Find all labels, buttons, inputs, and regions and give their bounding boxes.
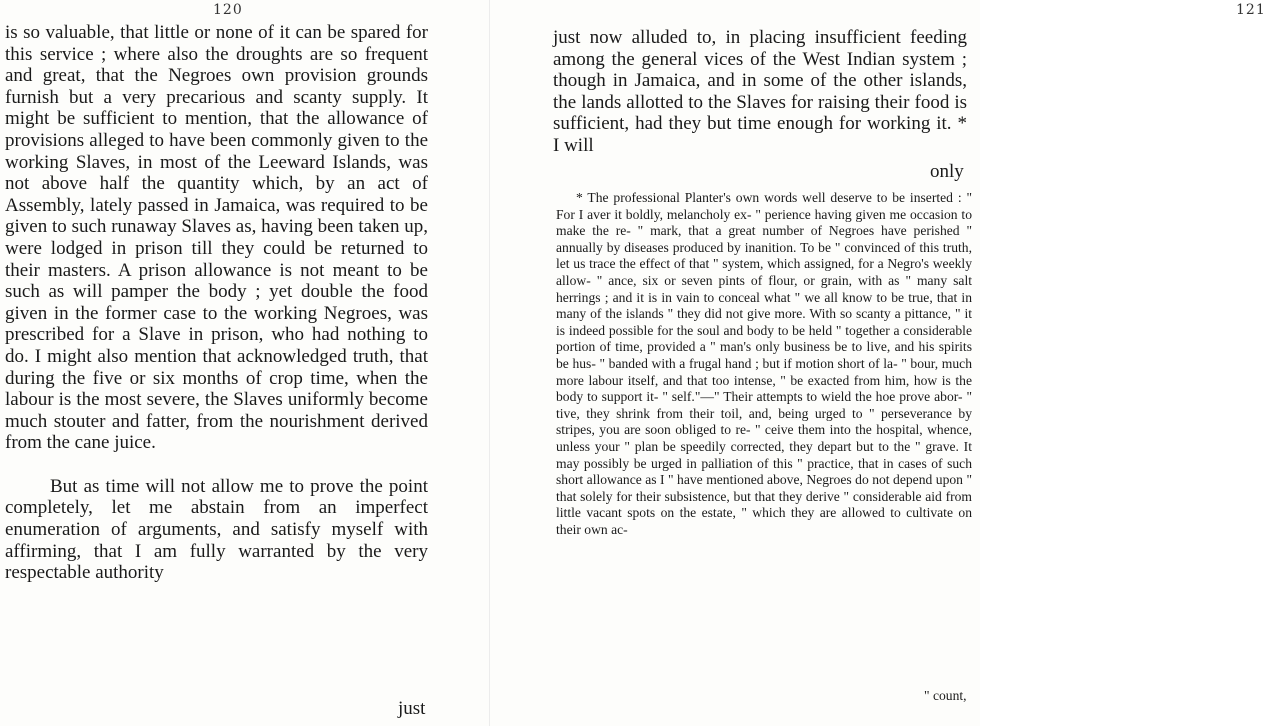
page-number-left: 120 bbox=[213, 2, 243, 18]
left-page-body bbox=[5, 22, 428, 584]
left-paragraph-2: But as time will not allow me to prove the point completely, let me abstain from an imperfect enumeration of arguments, and satisfy myself with affirming, that I am fully warranted by the very respectable authority bbox=[5, 475, 428, 584]
catchword-left: just bbox=[398, 698, 426, 719]
footnote bbox=[556, 190, 972, 538]
left-paragraph-1: is so valuable, that little or none of it can be spared for this service ; where also the droughts are so frequent and great, that the Negroes own provision grounds furnish but a very precarious and scanty supply. It might be sufficient to mention, that the allowance of provisions alleged to have been commonly given to the working Slaves, in most of the Leeward Islands, was not above half the quantity which, by an act of Assembly, lately passed in Jamaica, was required to be given to such runaway Slaves as, having been taken up, were lodged in prison till they could be returned to their masters. A prison allowance is not meant to be such as will pamper the body ; yet double the food given in the former case to the working Negroes, was prescribed for a Slave in prison, who had nothing to do. I might also mention that acknowledged truth, that during the five or six months of crop time, when the labour is the most severe, the Slaves uniformly become much stouter and fatter, from the nourishment derived from the cane juice. bbox=[5, 22, 428, 454]
right-paragraph: just now alluded to, in placing insufficient feeding among the general vices of the West Indian system ; though in Jamaica, and in some of the other islands, the lands allotted to the Slaves for raising their food is sufficient, had they but time enough for working it. * I will bbox=[553, 27, 967, 156]
footnote-catchword: " count, bbox=[924, 688, 967, 703]
page-number-right: 121 bbox=[1236, 2, 1266, 18]
left-page bbox=[0, 0, 490, 726]
catchword-right: only bbox=[930, 161, 964, 182]
right-page-body bbox=[553, 27, 967, 157]
footnote-text: * The professional Planter's own words well deserve to be inserted : " For I aver it boldly, melancholy ex- " perience having given me occasion to make the re- " mark, that a great number of Negroes have perished " annually by diseases produced by inanition. To be " convinced of this truth, let us trace the effect of that " system, which assigned, for a Negro's weekly allow- " ance, six or seven pints of flour, or grain, with as " many salt herrings ; and it is in vain to conceal what " we all know to be true, that in many of the islands " they did not give more. With so scanty a pittance, " it is indeed possible for the soul and body to be held " together a considerable portion of time, provided a " man's only business be to live, and his spirits be hus- " banded with a frugal hand ; but if motion short of la- " bour, much more labour itself, and that too intense, " be exacted from him, how is the body to support it- " self."—" Their attempts to wield the hoe prove abor- " tive, they shrink from their toil, and, being urged to " perseverance by stripes, you are soon obliged to re- " ceive them into the hospital, whence, unless your " plan be speedily corrected, they depart but to the " grave. It may possibly be urged in palliation of this " practice, that in cases of such short allowance as I " have mentioned above, Negroes do not depend upon " that solely for their subsistence, but that they derive " considerable aid from little vacant spots on the estate, " which they are allowed to cultivate on their own ac- bbox=[556, 190, 972, 537]
